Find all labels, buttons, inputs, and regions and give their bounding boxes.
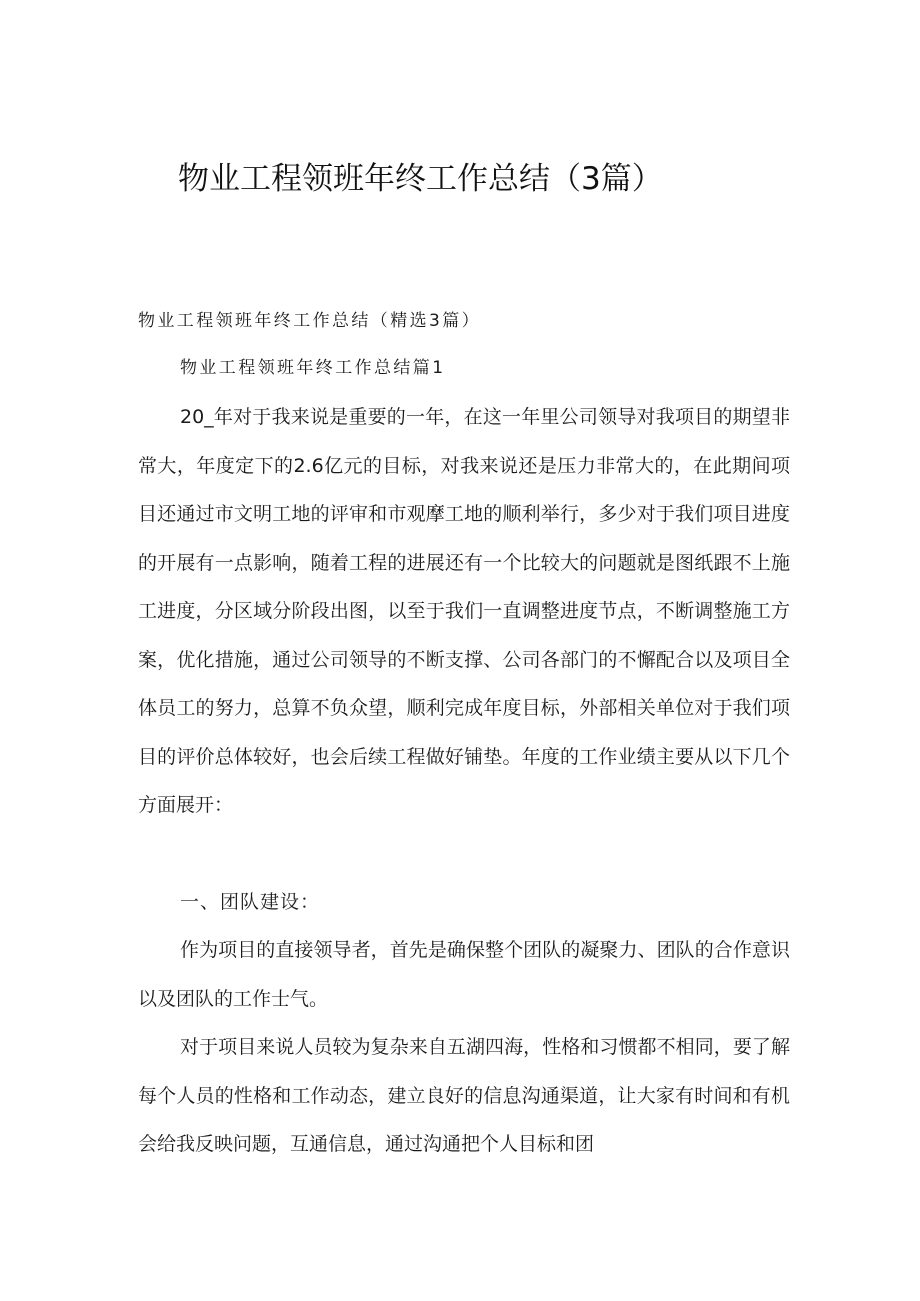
paragraph-text: 作为项目的直接领导者，首先是确保整个团队的凝聚力、团队的合作意识以及团队的工作士气。 xyxy=(138,939,790,1010)
page-title: 物业工程领班年终工作总结（3篇） xyxy=(178,161,663,197)
item-heading-team-building: 一、团队建设： xyxy=(180,891,321,913)
document-subtitle: 物业工程领班年终工作总结（精选3篇） xyxy=(138,311,482,331)
paragraph-intro xyxy=(138,393,790,830)
section-heading: 物业工程领班年终工作总结篇1 xyxy=(180,358,446,378)
paragraph-team-communication xyxy=(138,1023,790,1169)
paragraph-text: 对于项目来说人员较为复杂来自五湖四海，性格和习惯都不相同，要了解每个人员的性格和工作动态，建立良好的信息沟通渠道，让大家有时间和有机会给我反映问题，互通信息，通过沟通把个人目标和团 xyxy=(138,1036,790,1155)
paragraph-text: 20_年对于我来说是重要的一年，在这一年里公司领导对我项目的期望非常大，年度定下的2.6亿元的目标，对我来说还是压力非常大的，在此期间项目还通过市文明工地的评审和市观摩工地的顺利举行，多少对于我们项目进度的开展有一点影响，随着工程的进展还有一个比较大的问题就是图纸跟不上施工进度，分区域分阶段出图，以至于我们一直调整进度节点，不断调整施工方案，优化措施，通过公司领导的不断支撑、公司各部门的不懈配合以及项目全体员工的努力，总算不负众望，顺利完成年度目标，外部相关单位对于我们项目的评价总体较好，也会后续工程做好铺垫。年度的工作业绩主要从以下几个方面展开： xyxy=(138,406,790,816)
paragraph-team-leadership xyxy=(138,926,790,1023)
